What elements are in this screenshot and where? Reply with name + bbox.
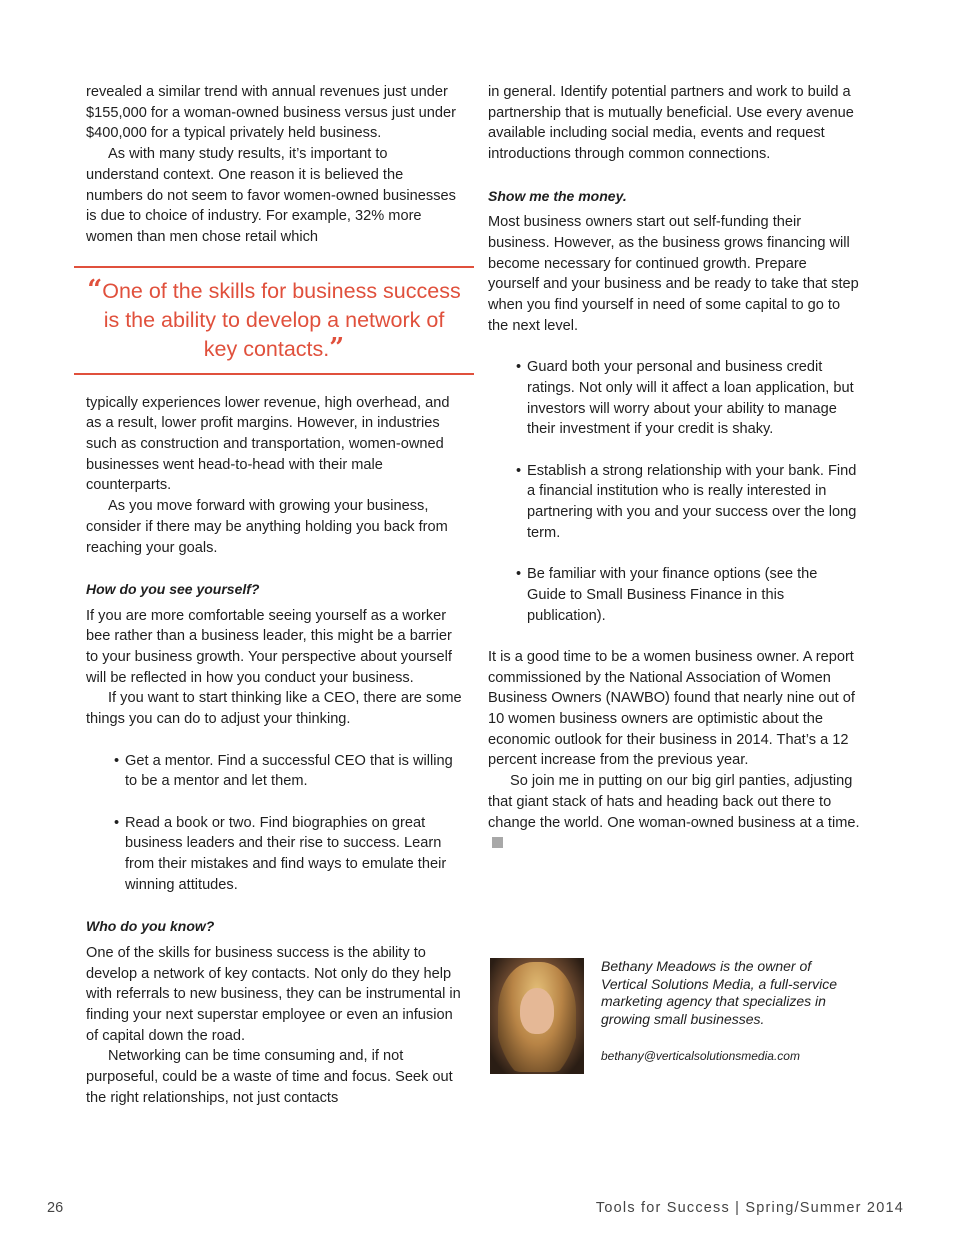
bullet-icon: • [516, 462, 522, 479]
heading-who-do-you-know: Who do you know? [86, 918, 215, 935]
bullet-icon: • [114, 814, 120, 831]
left-paragraph-4: As you move forward with growing your business, consider if there may be anything holding you back from reaching your goals. [86, 498, 448, 556]
right-paragraph-3: It is a good time to be a women business owner. A report commissioned by the National Association of Women Business Owners (NAWBO) found that nearly nine out of 10 women business owners are optimistic about the economic outlook for their business in 2014. That’s a 12 percent increase from the previous year. [488, 648, 855, 769]
left-paragraph-8: Networking can be time consuming and, if not purposeful, could be a waste of time and focus. Seek out the right relationships, not just contacts [86, 1048, 453, 1106]
heading-show-me-the-money: Show me the money. [488, 187, 627, 204]
left-paragraph-1: revealed a similar trend with annual revenues just under $155,000 for a woman-owned business versus just under $400,000 for a typical privately held business. [86, 84, 456, 142]
right-paragraph-4 [488, 771, 860, 854]
author-email: bethany@verticalsolutionsmedia.com [601, 1049, 800, 1063]
list-item [488, 564, 860, 626]
right-paragraph-2: Most business owners start out self-funding their business. However, as the business grows financing will become necessary for continued growth. Prepare yourself and your business and be ready to take that step when you find yourself in need of some capital to go to the next level. [488, 214, 859, 334]
left-column [86, 82, 462, 1108]
bullet-icon: • [114, 752, 120, 769]
list-item [86, 813, 462, 896]
left-paragraph-7: One of the skills for business success is the ability to develop a network of key contacts. Not only do they help with referrals to new business, they can be instrumental in finding your next superstar employee or even an infusion of capital down the road. [86, 944, 461, 1044]
author-photo [490, 958, 584, 1074]
author-bio: Bethany Meadows is the owner of Vertical Solutions Media, a full-service marketing agency that specializes in growing small businesses. [601, 958, 838, 1027]
magazine-title: Tools for Success | Spring/Summer 2014 [595, 1200, 904, 1216]
left-paragraph-3: typically experiences lower revenue, high overhead, and as a result, lower profit margins. However, in industries such as construction and transportation, women-owned businesses went head-to-head with their male counterparts. [86, 394, 450, 494]
page-number: 26 [47, 1200, 64, 1216]
pull-quote [74, 266, 474, 375]
close-quote-icon: ” [329, 332, 345, 363]
bullet-icon: • [516, 566, 522, 583]
author-box [490, 958, 862, 1078]
list-item [488, 461, 860, 544]
right-paragraph-1: in general. Identify potential partners and work to build a partnership that is mutually beneficial. Use every avenue available including social media, events and request introductions through common connections. [488, 84, 854, 163]
heading-how-do-you-see-yourself: How do you see yourself? [86, 580, 260, 597]
left-paragraph-5: If you are more comfortable seeing yourself as a worker bee rather than a business leader, this might be a barrier to your business growth. Your perspective about yourself will be reflected in how you conduct your business. [86, 607, 452, 686]
left-paragraph-2: As with many study results, it’s important to understand context. One reason it is believed the numbers do not seem to favor women-owned businesses is due to choice of industry. For example, 32% more women than men chose retail which [86, 146, 456, 245]
list-item-text: Read a book or two. Find biographies on great business leaders and their rise to success. Learn from their mistakes and find ways to emulate their winning attitudes. [125, 814, 447, 893]
right-paragraph-4-text: So join me in putting on our big girl panties, adjusting that giant stack of hats and heading back out there to change the world. One woman-owned business at a time. [488, 773, 860, 831]
list-item-text: Establish a strong relationship with your bank. Find a financial institution who is really interested in partnering with you and your success over the long term. [527, 462, 857, 541]
left-paragraph-6: If you want to start thinking like a CEO, there are some things you can do to adjust your thinking. [86, 690, 462, 728]
list-item-text: Be familiar with your finance options (see the Guide to Small Business Finance in this publication). [527, 566, 818, 624]
pull-quote-text: One of the skills for business success is the ability to develop a network of key contacts. [102, 278, 461, 361]
end-square-icon [492, 837, 503, 848]
right-column [488, 82, 860, 854]
list-item-text: Get a mentor. Find a successful CEO that is willing to be a mentor and let them. [125, 752, 453, 790]
bullet-icon: • [516, 359, 522, 376]
list-item [488, 357, 860, 440]
open-quote-icon: “ [87, 274, 103, 305]
list-item [86, 751, 462, 792]
list-item-text: Guard both your personal and business credit ratings. Not only will it affect a loan application, but investors will worry about your ability to manage their investment if your credit is shaky. [527, 359, 854, 438]
